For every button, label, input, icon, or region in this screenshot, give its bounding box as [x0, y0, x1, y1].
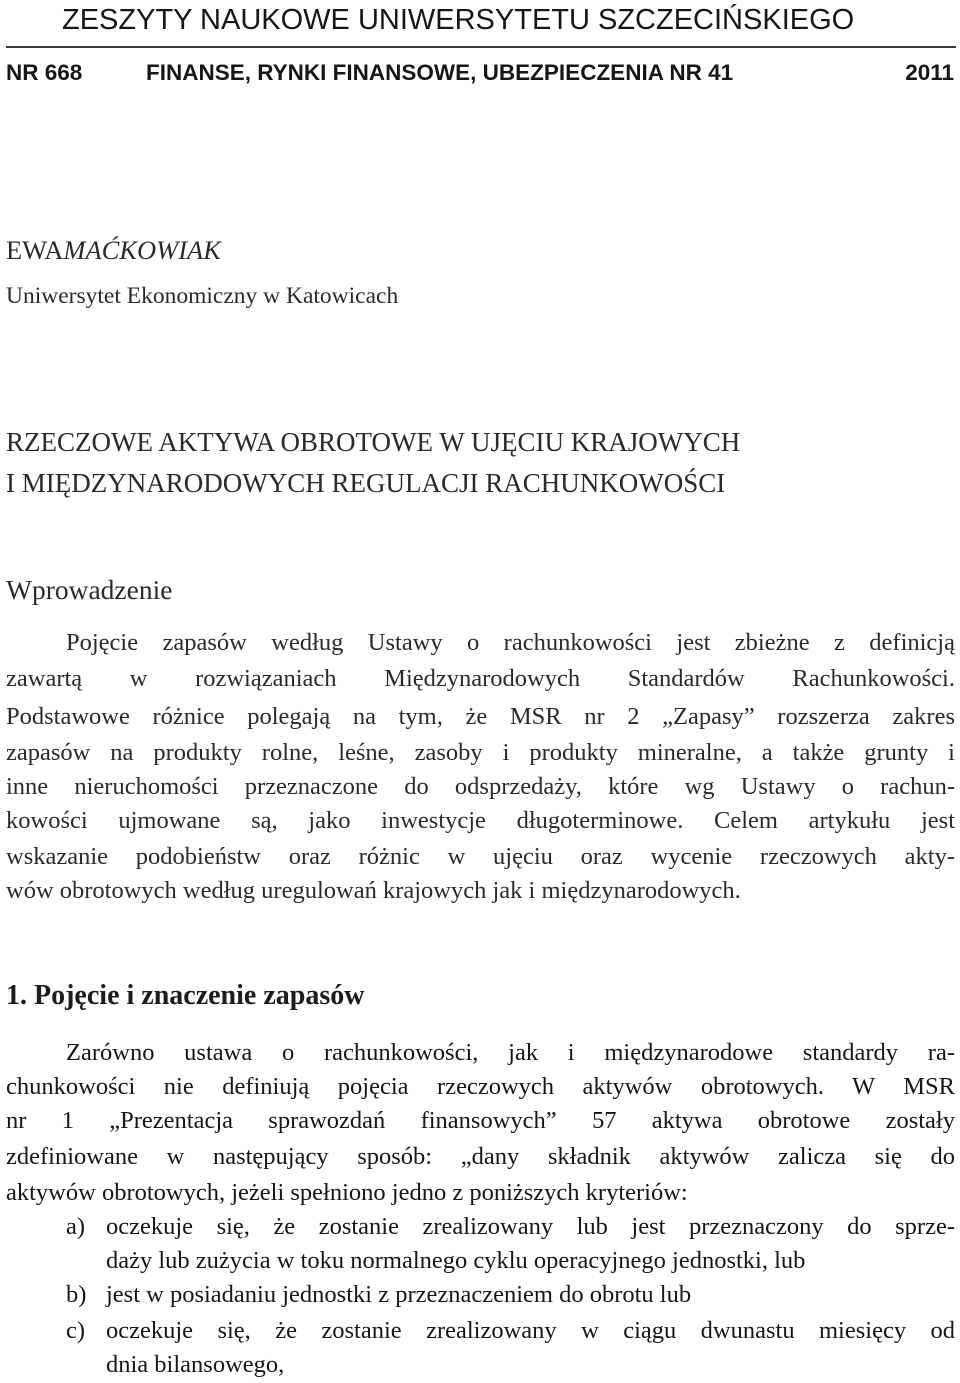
list-item-line: daży lub zużycia w toku normalnego cyklu operacyjnego jednostki, lub: [106, 1247, 806, 1274]
paragraph-line: kowości ujmowane są, jako inwestycje długoterminowe. Celem artykułu jest: [6, 807, 955, 834]
list-item-line: jest w posiadaniu jednostki z przeznaczeniem do obrotu lub: [106, 1281, 692, 1308]
list-item-line: oczekuje się, że zostanie zrealizowany w ciągu dwunastu miesięcy od: [106, 1317, 955, 1344]
paragraph-line: Zarówno ustawa o rachunkowości, jak i międzynarodowe standardy ra-: [66, 1039, 955, 1066]
introduction-heading: Wprowadzenie: [6, 574, 173, 605]
journal-number: NR 668: [6, 60, 83, 85]
paragraph-line: nr 1 „Prezentacja sprawozdań finansowych” 57 aktywa obrotowe zostały: [6, 1107, 955, 1134]
paragraph-line: zawartą w rozwiązaniach Międzynarodowych Standardów Rachunkowości.: [6, 665, 955, 692]
paragraph-line: inne nieruchomości przeznaczone do odsprzedaży, które wg Ustawy o rachun-: [6, 773, 955, 800]
list-item-line: dnia bilansowego,: [106, 1351, 285, 1378]
paragraph-line: Podstawowe różnice polegają na tym, że MSR nr 2 „Zapasy” rozszerza zakres: [6, 703, 955, 730]
paragraph-line: zdefiniowane w następujący sposób: „dany składnik aktywów zalicza się do: [6, 1143, 955, 1170]
list-marker: b): [66, 1281, 87, 1308]
author-first-name: EWA: [6, 235, 64, 265]
author-surname: MAĆKOWIAK: [63, 235, 221, 265]
article-title-line-2: I MIĘDZYNARODOWYCH REGULACJI RACHUNKOWOŚCI: [6, 468, 726, 498]
article-title-line-1: RZECZOWE AKTYWA OBROTOWE W UJĘCIU KRAJOWYCH: [6, 427, 741, 457]
section-heading: 1. Pojęcie i znaczenie zapasów: [6, 980, 365, 1011]
paragraph-line: wskazanie podobieństw oraz różnic w ujęciu oraz wycenie rzeczowych akty-: [6, 843, 955, 870]
paragraph-line: aktywów obrotowych, jeżeli spełniono jedno z poniższych kryteriów:: [6, 1179, 688, 1206]
journal-year: 2011: [905, 60, 954, 85]
paragraph-line: wów obrotowych według uregulowań krajowych jak i międzynarodowych.: [6, 877, 741, 904]
paragraph-line: Pojęcie zapasów według Ustawy o rachunkowości jest zbieżne z definicją: [66, 629, 955, 656]
list-marker: a): [66, 1213, 86, 1240]
header-rule: [6, 46, 956, 48]
author-name: [6, 235, 221, 266]
list-marker: c): [66, 1317, 86, 1344]
journal-title: ZESZYTY NAUKOWE UNIWERSYTETU SZCZECIŃSKIEGO: [62, 4, 855, 36]
journal-series: FINANSE, RYNKI FINANSOWE, UBEZPIECZENIA NR 41: [146, 60, 734, 85]
paragraph-line: zapasów na produkty rolne, leśne, zasoby i produkty mineralne, a także grunty i: [6, 739, 955, 766]
list-item-line: oczekuje się, że zostanie zrealizowany lub jest przeznaczony do sprze-: [106, 1213, 955, 1240]
paragraph-line: chunkowości nie definiują pojęcia rzeczowych aktywów obrotowych. W MSR: [6, 1073, 955, 1100]
author-affiliation: Uniwersytet Ekonomiczny w Katowicach: [6, 283, 399, 309]
